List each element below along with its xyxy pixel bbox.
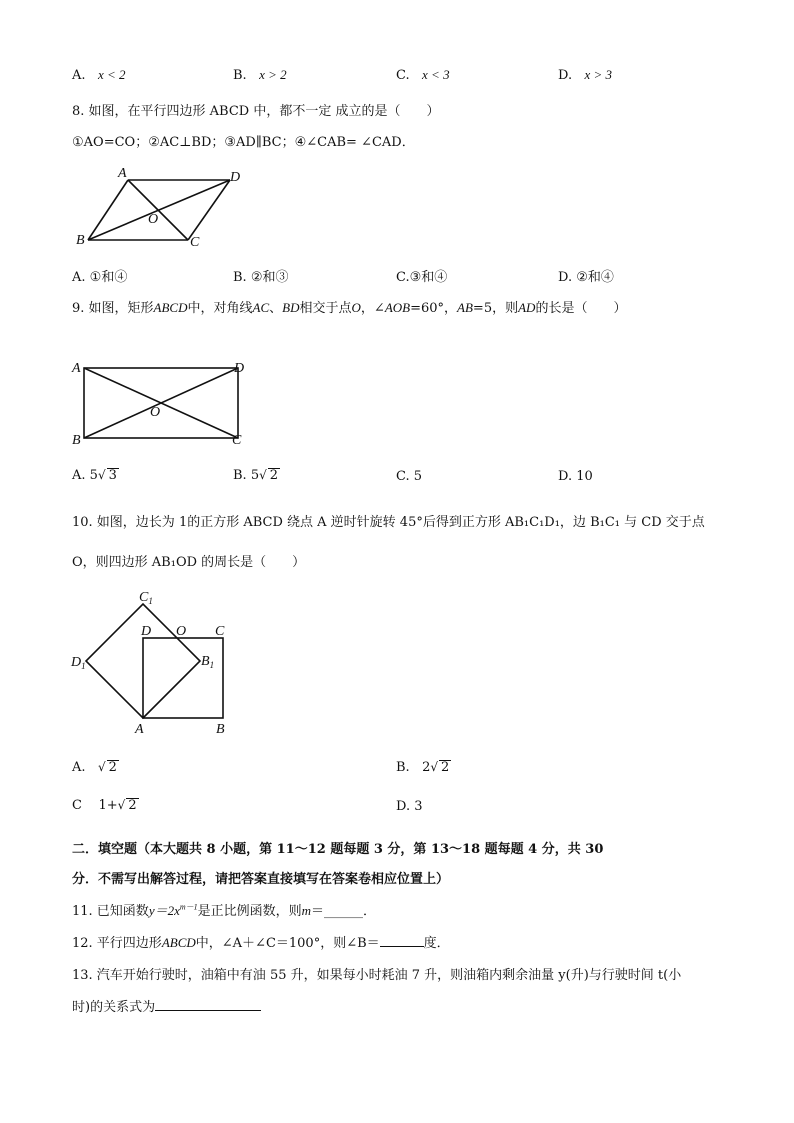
q12-stem: 12. 平行四边形ABCD中，∠A＋∠C＝100°，则∠B＝ 度． [72,935,450,951]
q8-label-c: C [190,235,200,250]
q10-option-d: D. 3 [396,799,423,814]
section2-heading-line1: 二．填空题（本大题共 8 小题，第 11～12 题每题 3 分，第 13～18 题每题 4 分，共 30 [72,842,604,857]
q7-option-b: B. x > 2 [233,67,287,83]
q9-option-a: A. 5√ 3 [72,468,117,483]
q8-option-a: A. ①和④ [72,270,128,285]
q7-option-d: D. x > 3 [558,67,613,83]
q9-label-c: C [232,433,242,448]
q8-option-d: D. ②和④ [558,270,614,285]
q8-label-a: A [118,166,127,181]
q9-option-d: D. 10 [558,469,593,484]
q11-stem: 11. 已知函数$y=2x^{m-1}$是正比例函数，则m＝______． [72,902,377,919]
q8-conditions: ①AO=CO；②AC⊥BD；③AD∥BC；④∠CAB= ∠CAD． [72,135,415,150]
q9-rectangle-figure [68,355,258,450]
section2-heading-line2: 分．不需写出解答过程，请把答案直接填写在答案卷相应位置上） [72,872,450,887]
q10-rotated-squares-figure [66,585,246,740]
q9-option-b: B. 5√ 2 [233,468,279,483]
q10-option-a: A. √ 2 [72,760,117,775]
q10-label-d: D [141,624,152,639]
q10-label-c: C [215,624,225,639]
q8-label-b: B [76,233,85,248]
q10-label-b1: $B_1$ [201,654,215,670]
q8-option-b: B. ②和③ [233,270,289,285]
q10-option-b: B. 2√ 2 [396,760,450,775]
q7-option-a: A. x < 2 [72,67,126,83]
q10-label-c1: $C_1$ [139,590,153,606]
q10-stem-line2: O，则四边形 AB₁OD 的周长是（ ） [72,555,306,570]
q8-parallelogram-figure [70,160,260,255]
q9-label-b: B [72,433,81,448]
q13-stem-line2: 时)的关系式为 [72,996,261,1015]
q9-label-d: D [234,361,245,376]
q10-label-d1: $D_1$ [71,655,86,671]
q9-option-c: C. 5 [396,469,423,484]
q10-option-c: C 1+√ 2 [72,798,137,813]
q10-stem-line1: 10. 如图，边长为 1的正方形 ABCD 绕点 A 逆时针旋转 45°后得到正方形 AB₁C₁D₁，边 B₁C₁ 与 CD 交于点 [72,515,705,530]
q10-label-a: A [135,722,144,737]
q9-stem: 9. 如图，矩形ABCD中，对角线AC、BD相交于点O，∠AOB=60°，AB=5，则AD的长是（ ） [72,300,627,316]
q8-option-c: C.③和④ [396,270,448,285]
q7-option-c: C. x < 3 [396,67,450,83]
q10-label-o: O [176,624,187,639]
q9-label-a: A [72,361,81,376]
q8-stem: 8. 如图，在平行四边形 ABCD 中，都不一定 成立的是（ ） [72,104,440,119]
q10-label-b: B [216,722,225,737]
q8-label-d: D [230,170,241,185]
q8-label-o: O [148,212,159,227]
q13-stem-line1: 13. 汽车开始行驶时，油箱中有油 55 升，如果每小时耗油 7 升，则油箱内剩余油量 y(升)与行驶时间 t(小 [72,968,682,983]
q9-label-o: O [150,405,161,420]
